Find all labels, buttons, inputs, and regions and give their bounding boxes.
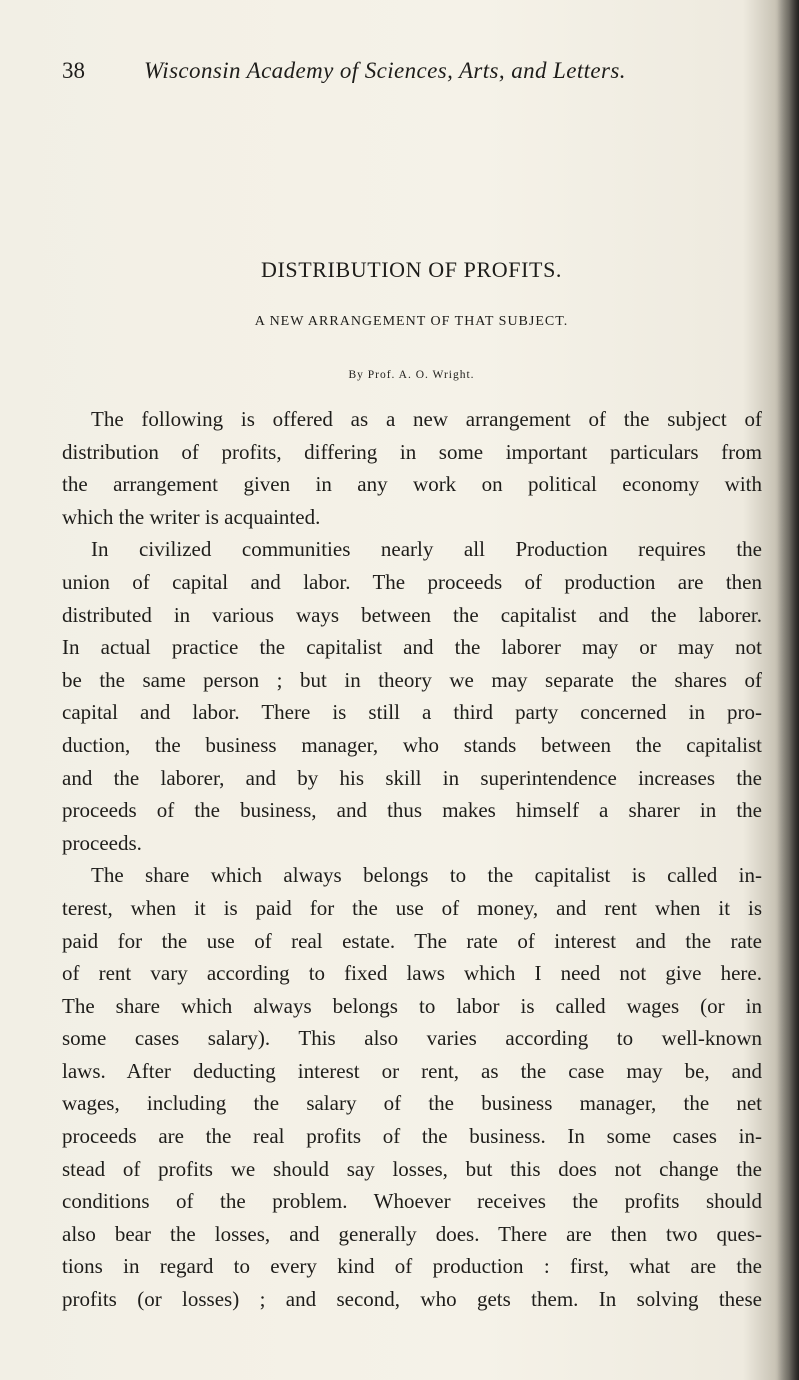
body-line: The share which always belongs to labor is called wages (or in <box>62 993 762 1018</box>
body-line: and the laborer, and by his skill in superintendence increases the <box>62 765 762 790</box>
article-body <box>62 403 762 1316</box>
body-line: be the same person ; but in theory we may separate the shares of <box>62 667 762 692</box>
body-line: In actual practice the capitalist and the laborer may or may not <box>62 635 762 660</box>
body-line: conditions of the problem. Whoever receives the profits should <box>62 1189 762 1214</box>
page-number: 38 <box>62 58 85 83</box>
body-line: proceeds are the real profits of the business. In some cases in- <box>62 1124 762 1149</box>
body-line: distribution of profits, differing in some important particulars from <box>62 439 762 464</box>
body-line: profits (or losses) ; and second, who gets them. In solving these <box>62 1287 762 1312</box>
article-title: DISTRIBUTION OF PROFITS. <box>260 257 563 282</box>
body-line: some cases salary). This also varies according to well-known <box>62 1026 762 1051</box>
article-subtitle: A NEW ARRANGEMENT OF THAT SUBJECT. <box>254 314 569 329</box>
bleed-through-text <box>62 118 762 141</box>
body-line: The share which always belongs to the capitalist is called in- <box>91 863 762 888</box>
body-line: union of capital and labor. The proceeds of production are then <box>62 569 762 594</box>
body-line: which the writer is acquainted. <box>62 504 321 529</box>
body-line: proceeds of the business, and thus makes himself a sharer in the <box>62 798 762 823</box>
body-line: capital and labor. There is still a third party concerned in pro- <box>62 700 762 725</box>
body-line: distributed in various ways between the capitalist and the laborer. <box>62 602 762 627</box>
running-header <box>62 58 702 84</box>
body-line: tions in regard to every kind of production : first, what are the <box>62 1254 762 1279</box>
body-line: In civilized communities nearly all Production requires the <box>91 537 762 562</box>
body-line: proceeds. <box>62 830 142 855</box>
body-line: the arrangement given in any work on political economy with <box>62 472 762 497</box>
body-line: laws. After deducting interest or rent, as the case may be, and <box>62 1058 762 1083</box>
body-line: terest, when it is paid for the use of money, and rent when it is <box>62 895 762 920</box>
body-line: duction, the business manager, who stands between the capitalist <box>62 732 762 757</box>
book-spine-shadow <box>777 0 799 1380</box>
journal-title: Wisconsin Academy of Sciences, Arts, and Letters. <box>144 58 626 83</box>
body-line: paid for the use of real estate. The rate of interest and the rate <box>62 928 762 953</box>
body-line: stead of profits we should say losses, but this does not change the <box>62 1156 762 1181</box>
article-byline: By Prof. A. O. Wright. <box>348 369 475 381</box>
body-line: wages, including the salary of the business manager, the net <box>62 1091 762 1116</box>
body-line: also bear the losses, and generally does. There are then two ques- <box>62 1221 762 1246</box>
body-line: The following is offered as a new arrangement of the subject of <box>91 407 762 431</box>
body-line: of rent vary according to fixed laws which I need not give here. <box>62 961 762 986</box>
